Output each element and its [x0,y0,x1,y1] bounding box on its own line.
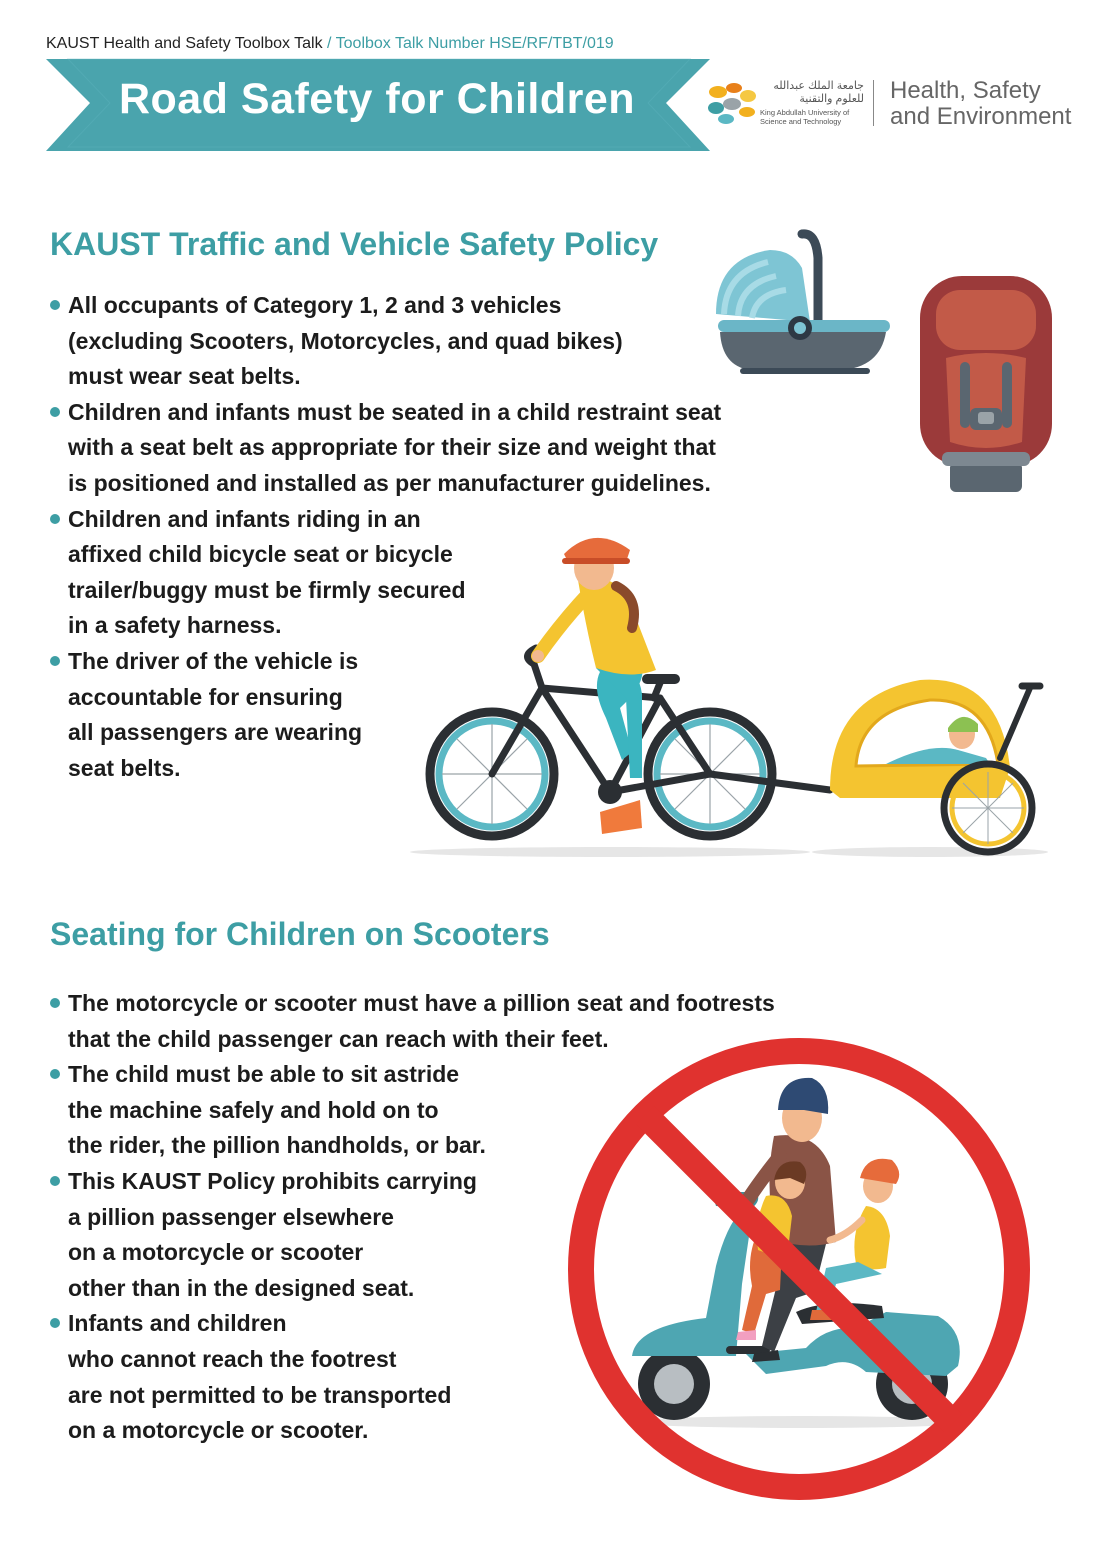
bullet-line: This KAUST Policy prohibits carrying [68,1167,477,1194]
logo-english-name [760,108,870,126]
bullet-line: seat belts. [68,754,181,781]
bullet-line: Children and infants riding in an [68,505,421,532]
bullet-line: are not permitted to be transported [68,1381,452,1408]
bullet-line: in a safety harness. [68,612,282,639]
list-item [48,395,721,502]
bullet-line: accountable for ensuring [68,683,343,710]
infant-car-seat-illustration [710,228,895,378]
bullet-line: (excluding Scooters, Motorcycles, and quad bikes) [68,327,623,354]
logo-arabic-line2: للعلوم والتقنية [799,93,864,105]
bullet-line: the machine safely and hold on to [68,1096,439,1123]
bullet-line: with a seat belt as appropriate for their size and weight that [68,434,716,461]
department-name [890,78,1071,130]
bullet-line: a pillion passenger elsewhere [68,1203,394,1230]
header-separator: / [322,35,336,52]
scooter-prohibited-illustration [566,1036,1032,1502]
bullet-line: Children and infants must be seated in a child restraint seat [68,398,722,425]
kaust-logo-icon [704,78,760,128]
bullet-line: on a motorcycle or scooter. [68,1417,369,1444]
bullet-line: All occupants of Category 1, 2 and 3 vehicles [68,292,562,318]
bullet-line: all passengers are wearing [68,719,363,746]
department-line2: and Environment [890,103,1072,130]
child-car-seat-illustration [916,272,1056,504]
department-line1: Health, Safety [890,77,1041,104]
page-title: Road Safety for Children [118,75,636,123]
bicycle-with-child-trailer-illustration [410,528,1050,860]
bullet-line: that the child passenger can reach with their feet. [68,1025,609,1052]
bullet-line: other than in the designed seat. [68,1274,415,1301]
list-item [48,288,721,395]
bullet-line: affixed child bicycle seat or bicycle [68,541,453,568]
bullet-line: The motorcycle or scooter must have a pillion seat and footrests [68,990,775,1016]
logo-arabic-name [760,80,864,106]
logo-divider [873,80,874,126]
bullet-line: The driver of the vehicle is [68,647,359,674]
bullet-line: the rider, the pillion handholds, or bar. [68,1132,486,1159]
bullet-line: on a motorcycle or scooter [68,1239,364,1266]
bullet-line: Infants and children [68,1310,287,1337]
bullet-line: is positioned and installed as per manufacturer guidelines. [68,469,711,496]
logo-english-line1: King Abdullah University of [760,108,850,117]
header-line [46,35,614,53]
doc-label: KAUST Health and Safety Toolbox Talk [46,35,323,52]
section-title-scooter-seating: Seating for Children on Scooters [50,916,550,952]
bullet-line: who cannot reach the footrest [68,1345,397,1372]
talk-number: Toolbox Talk Number HSE/RF/TBT/019 [335,35,614,52]
logo-english-line2: Science and Technology [760,117,842,126]
logo-arabic-line1: جامعة الملك عبدالله [773,80,864,92]
section-title-vehicle-policy: KAUST Traffic and Vehicle Safety Policy [50,226,659,262]
bullet-line: trailer/buggy must be firmly secured [68,576,466,603]
bullet-line: The child must be able to sit astride [68,1061,460,1088]
bullet-line: must wear seat belts. [68,363,301,390]
